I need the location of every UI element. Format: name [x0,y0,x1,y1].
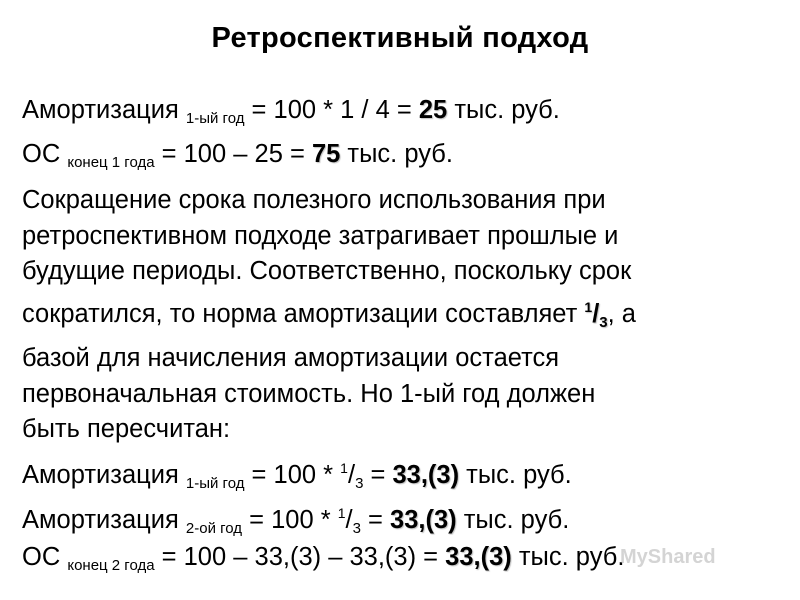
explanation-paragraph [22,183,782,448]
label: Амортизация [22,96,186,124]
fraction-denominator: 3 [355,475,364,492]
subscript: конец 2 года [67,557,155,574]
label: Амортизация [22,461,186,489]
expression: = 100 * 1 / 4 = [244,96,419,124]
expression: = 100 * [242,506,338,534]
unit: тыс. руб. [447,96,560,124]
label: ОС [22,543,68,571]
result-value: 75 [311,140,341,168]
unit: тыс. руб. [340,140,453,168]
result-value: 33,(3) [392,461,460,489]
result-value: 33,(3) [390,506,457,534]
subscript: 2-ой год [185,520,243,537]
unit: тыс. руб. [459,461,572,489]
text: сократился, то норма амортизации составляет [22,300,585,329]
label: Амортизация [22,506,186,534]
paragraph-line: быть пересчитан: [22,415,231,444]
fixed-asset-end-year2-line [22,541,624,582]
result-value: 25 [418,96,448,124]
fraction-slash: / [347,461,356,489]
unit: тыс. руб. [456,506,570,534]
fraction-denominator: 3 [352,520,361,537]
fraction-numerator: 1 [340,460,348,476]
fraction-slash: / [592,300,600,329]
text: , а [607,300,636,329]
paragraph-line: базой для начисления амортизации остается [22,343,560,372]
result-value: 33,(3) [445,543,512,571]
paragraph-line: ретроспективном подходе затрагивает прошлые и [22,221,619,250]
amortization-year1-recalc-line [22,452,572,500]
watermark: MyShared [620,546,716,568]
unit: тыс. руб. [511,543,625,571]
expression: = [363,461,393,489]
expression: = 100 * [244,461,341,489]
amortization-year2-line [22,497,569,545]
label: ОС [22,140,68,168]
fraction-numerator: 1 [337,505,346,521]
fraction [584,299,608,332]
paragraph-line [22,290,782,341]
paragraph-line: будущие периоды. Соответственно, поскольку срок [22,257,632,286]
paragraph-line: первоначальная стоимость. Но 1-ый год должен [22,379,596,408]
expression: = 100 – 25 = [154,140,312,168]
expression: = 100 – 33,(3) – 33,(3) = [154,543,446,571]
fixed-asset-end-year1-line [22,138,453,179]
slide-title: Ретроспективный подход [211,22,589,54]
subscript: конец 1 года [67,154,155,171]
fraction-denominator: 3 [599,314,608,332]
subscript: 1-ый год [185,475,245,492]
amortization-year1-line [22,94,560,135]
paragraph-line: Сокращение срока полезного использования при [22,186,606,214]
subscript: 1-ый год [185,110,245,127]
fraction-numerator: 1 [584,299,593,316]
expression: = [360,506,391,534]
fraction-slash: / [345,506,353,534]
